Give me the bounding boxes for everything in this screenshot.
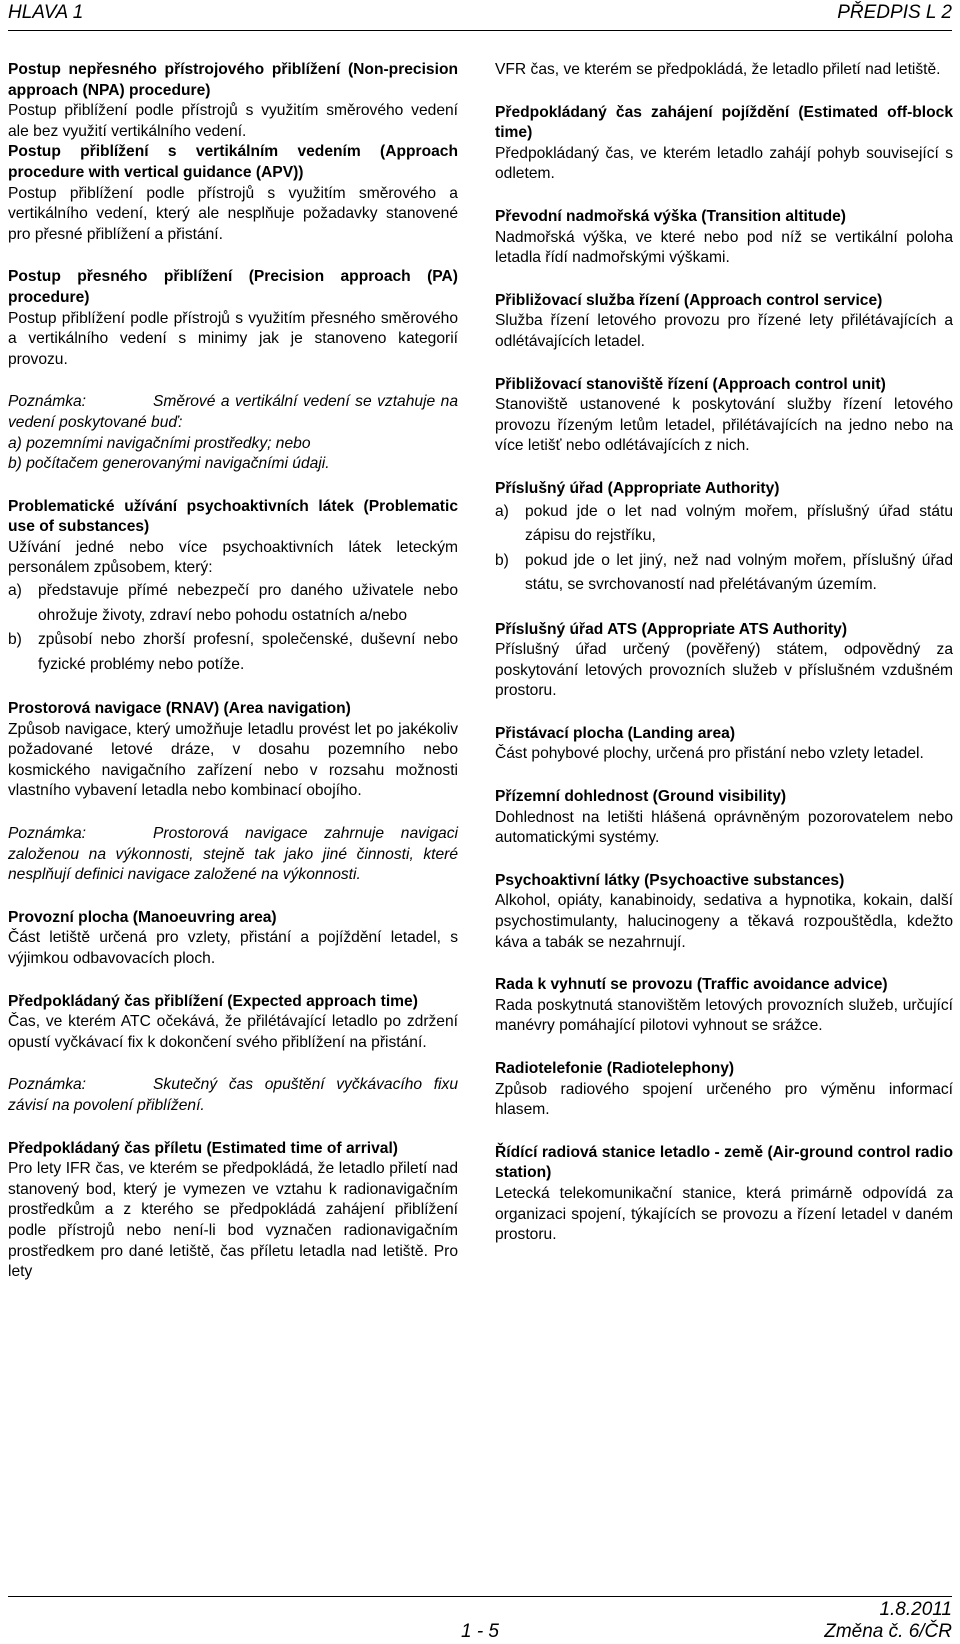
definition-text: Pro lety IFR čas, ve kterém se předpokládá, že letadlo přiletí nad stanovený bod, který je vymezen ve vztahu k radionavigačním prostředkům a z kterého se předpokládá zahájení přiblížení podle přístrojů nebo není-li bod vyznačen radionavigačním prostředkem pro dané letiště, čas příletu letadla nad letiště. Pro lety bbox=[8, 1160, 458, 1281]
definition-entry bbox=[8, 699, 458, 802]
definition-term: Postup nepřesného přístrojového přiblížení (Non-precision approach (NPA) procedure) bbox=[8, 61, 458, 99]
definition-entry bbox=[495, 375, 953, 457]
definition-text: Dohlednost na letišti hlášená oprávněným pozorovatelem nebo automatickými systémy. bbox=[495, 808, 953, 847]
note-text: Skutečný čas opuštění vyčkávacího fixu závisí na povolení přiblížení. bbox=[8, 1076, 458, 1114]
definition-entry bbox=[8, 497, 458, 677]
effective-date: 1.8.2011 bbox=[879, 1599, 952, 1620]
amendment-label: Změna č. 6/ČR bbox=[824, 1621, 952, 1642]
definition-text: VFR čas, ve kterém se předpokládá, že letadlo přiletí nad letiště. bbox=[495, 61, 941, 78]
right-column bbox=[495, 60, 953, 1268]
definition-continuation bbox=[495, 60, 953, 81]
definition-term: Řídící radiová stanice letadlo - země (Air-ground control radio station) bbox=[495, 1143, 953, 1182]
left-column bbox=[8, 60, 458, 1305]
definition-term: Postup přiblížení s vertikálním vedením (Approach procedure with vertical guidance (APV)) bbox=[8, 143, 458, 181]
definition-text: Způsob radiového spojení určeného pro výměnu informací hlasem. bbox=[495, 1080, 953, 1119]
definition-term: Příslušný úřad (Appropriate Authority) bbox=[495, 479, 780, 497]
definition-term: Přibližovací stanoviště řízení (Approach control unit) bbox=[495, 375, 886, 393]
definition-term: Přibližovací služba řízení (Approach control service) bbox=[495, 291, 883, 309]
note-label: Poznámka: bbox=[8, 393, 87, 411]
definition-entry bbox=[8, 992, 458, 1054]
definition-term: Přistávací plocha (Landing area) bbox=[495, 724, 736, 742]
note-item: b) počítačem generovanými navigačními údaji. bbox=[8, 455, 330, 473]
definition-text: Část pohybové plochy, určená pro přistání nebo vzlety letadel. bbox=[495, 745, 924, 763]
definition-list bbox=[8, 579, 458, 677]
list-item bbox=[495, 500, 953, 549]
definition-entry bbox=[495, 724, 953, 765]
definition-entry bbox=[8, 908, 458, 970]
definition-term: Postup přesného přiblížení (Precision approach (PA) procedure) bbox=[8, 268, 458, 306]
list-item-text: pokud jde o let jiný, než nad volným mořem, příslušný úřad státu, se svrchovaností nad přelétávaným územím. bbox=[525, 551, 953, 593]
page-header bbox=[8, 0, 952, 31]
definition-term: Provozní plocha (Manoeuvring area) bbox=[8, 908, 277, 926]
definition-entry bbox=[8, 60, 458, 142]
note-label: Poznámka: bbox=[8, 825, 87, 843]
definition-term: Příslušný úřad ATS (Appropriate ATS Authority) bbox=[495, 620, 848, 638]
definition-term: Předpokládaný čas zahájení pojíždění (Estimated off-block time) bbox=[495, 103, 953, 142]
note-item: a) pozemními navigačními prostředky; nebo bbox=[8, 434, 311, 452]
list-marker: a) bbox=[495, 502, 509, 520]
definition-text: Stanoviště ustanovené k poskytování služby řízení letového provozu řízeným letům letadel, přilétávajících na jedno nebo na více letišť nebo odlétávajících z nich. bbox=[495, 396, 953, 455]
note-text: Směrové a vertikální vedení se vztahuje na vedení poskytované buď: bbox=[8, 393, 458, 431]
definition-entry bbox=[495, 787, 953, 849]
definition-term: Přízemní dohlednost (Ground visibility) bbox=[495, 788, 787, 806]
note-block bbox=[8, 824, 458, 886]
list-item bbox=[8, 628, 458, 677]
definition-entry bbox=[495, 479, 953, 598]
list-marker: a) bbox=[8, 582, 22, 600]
definition-text: Část letiště určená pro vzlety, přistání a pojíždění letadel, s výjimkou odbavovacích ploch. bbox=[8, 929, 458, 967]
regulation-label: PŘEDPIS L 2 bbox=[837, 2, 952, 23]
definition-text: Postup přiblížení podle přístrojů s využitím směrového a vertikálního vedení, který ale nesplňuje požadavky stanovené pro přesné přiblížení a přistání. bbox=[8, 184, 458, 243]
definition-entry bbox=[8, 267, 458, 370]
definition-text: Alkohol, opiáty, kanabinoidy, sedativa a hypnotika, kokain, další psychostimulanty, halucinogeny a těkavá rozpouštědla, kdežto káva a tabák se nezahrnují. bbox=[495, 892, 953, 951]
definition-term: Radiotelefonie (Radiotelephony) bbox=[495, 1060, 735, 1077]
definition-term: Psychoaktivní látky (Psychoactive substances) bbox=[495, 871, 845, 889]
definition-entry bbox=[8, 142, 458, 245]
list-item bbox=[495, 549, 953, 598]
note-block bbox=[8, 392, 458, 474]
definition-term: Převodní nadmořská výška (Transition altitude) bbox=[495, 207, 846, 225]
definition-entry bbox=[495, 103, 953, 185]
list-item-text: pokud jde o let nad volným mořem, příslušný úřad státu zápisu do rejstříku, bbox=[525, 502, 953, 544]
definition-term: Předpokládaný čas příletu (Estimated time of arrival) bbox=[8, 1139, 398, 1157]
list-item-text: představuje přímé nebezpečí pro daného uživatele nebo ohrožuje životy, zdraví nebo pohodu ostatních a/nebo bbox=[38, 582, 458, 624]
definition-text: Předpokládaný čas, ve kterém letadlo zahájí pohyb související s odletem. bbox=[495, 144, 953, 183]
definition-text: Letecká telekomunikační stanice, která primárně odpovídá za organizaci spojení, týkajících se provozu a řízení letadel v daném prostoru. bbox=[495, 1184, 953, 1244]
definition-text: Postup přiblížení podle přístrojů s využitím směrového vedení ale bez využití vertikálního vedení. bbox=[8, 102, 458, 140]
list-marker: b) bbox=[8, 631, 22, 649]
definition-term: Prostorová navigace (RNAV) (Area navigation) bbox=[8, 700, 351, 718]
definition-text: Služba řízení letového provozu pro řízené lety přilétávajících a odlétávajících letadel. bbox=[495, 312, 953, 350]
definition-list bbox=[495, 500, 953, 598]
definition-entry bbox=[495, 871, 953, 953]
definition-text: Postup přiblížení podle přístrojů s využitím přesného směrového a vertikálního vedení s minimy jak je stanoveno kategorií provozu. bbox=[8, 309, 458, 368]
definition-term: Předpokládaný čas přiblížení (Expected approach time) bbox=[8, 992, 418, 1010]
definition-entry bbox=[495, 291, 953, 353]
list-item bbox=[8, 579, 458, 628]
page-footer bbox=[8, 1596, 952, 1644]
definition-text: Užívání jedné nebo více psychoaktivních látek leteckým personálem způsobem, který: bbox=[8, 538, 458, 577]
page-number: 1 - 5 bbox=[460, 1621, 500, 1642]
note-block bbox=[8, 1075, 458, 1116]
definition-entry bbox=[495, 1059, 953, 1121]
note-text: Prostorová navigace zahrnuje navigaci založenou na výkonnosti, stejně tak jako jiné činnosti, které nesplňují definici navigace založené na výkonnosti. bbox=[8, 825, 458, 884]
definition-term: Rada k vyhnutí se provozu (Traffic avoidance advice) bbox=[495, 976, 888, 994]
definition-text: Příslušný úřad určený (pověřený) státem, odpovědný za poskytování letových provozních služeb v příslušném vzdušném prostoru. bbox=[495, 641, 953, 700]
definition-text: Čas, ve kterém ATC očekává, že přilétávající letadlo po zdržení opustí vyčkávací fix k dokončení svého přiblížení na přistání. bbox=[8, 1013, 458, 1051]
definition-term: Problematické užívání psychoaktivních látek (Problematic use of substances) bbox=[8, 497, 458, 536]
note-label: Poznámka: bbox=[8, 1076, 87, 1094]
list-marker: b) bbox=[495, 551, 509, 569]
definition-entry bbox=[495, 620, 953, 702]
definition-entry bbox=[495, 207, 953, 269]
chapter-label: HLAVA 1 bbox=[8, 2, 84, 23]
definition-entry bbox=[495, 975, 953, 1037]
definition-text: Způsob navigace, který umožňuje letadlu provést let po jakékoliv požadované letové dráze, v dosahu pozemního nebo kosmického navigačního zařízení nebo v rozsahu možnosti vlastního vybavení letadla nebo kombinací obojího. bbox=[8, 720, 458, 800]
list-item-text: způsobí nebo zhorší profesní, společenské, duševní nebo fyzické problémy nebo potíže. bbox=[38, 631, 458, 673]
definition-text: Nadmořská výška, ve které nebo pod níž se vertikální poloha letadla řídí nadmořskými výškami. bbox=[495, 228, 953, 267]
definition-text: Rada poskytnutá stanovištěm letových provozních služeb, určující manévry pomáhající pilotovi vyhnout se srážce. bbox=[495, 996, 953, 1035]
definition-entry bbox=[495, 1143, 953, 1246]
definition-entry bbox=[8, 1139, 458, 1283]
